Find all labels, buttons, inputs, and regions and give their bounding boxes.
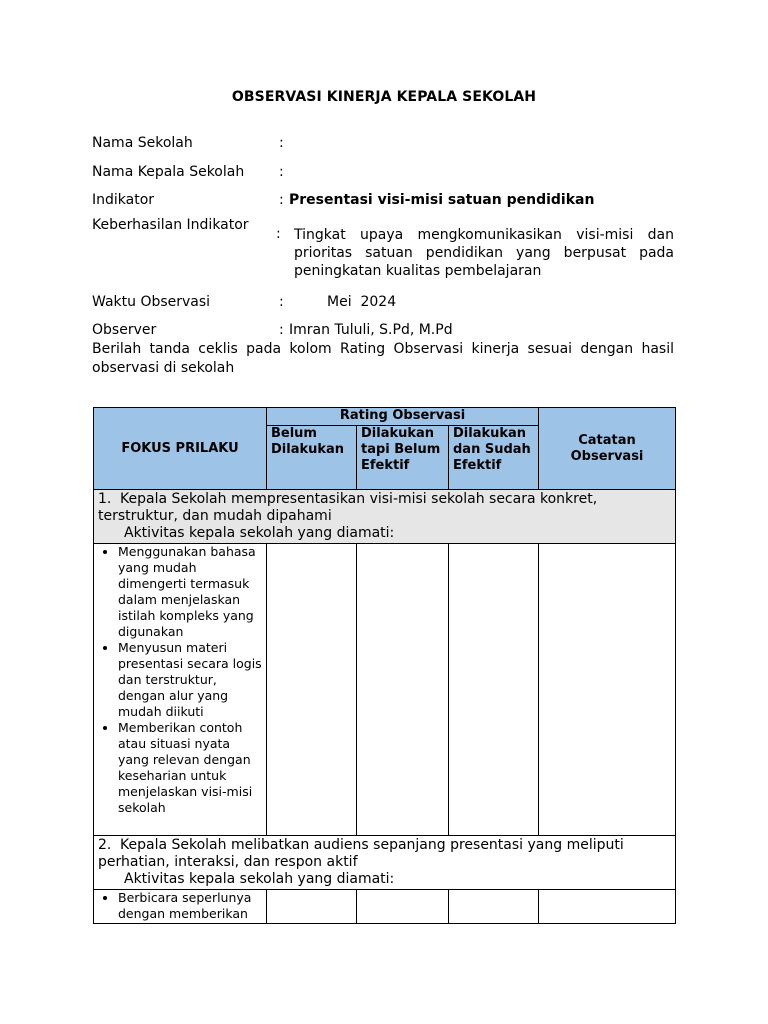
table-row: [94, 890, 676, 924]
colon: :: [279, 294, 284, 310]
value-waktu: Mei 2024: [327, 294, 397, 310]
cell-catatan[interactable]: [539, 544, 676, 836]
label-keberhasilan: Keberhasilan Indikator: [92, 217, 249, 233]
value-indikator: Presentasi visi-misi satuan pendidikan: [289, 192, 595, 208]
label-waktu: Waktu Observasi: [92, 294, 211, 310]
section-number: 2.: [98, 837, 112, 853]
header-dilakukan-tapi: Dilakukan tapi Belum Efektif: [357, 426, 449, 490]
cell-dilakukan-tapi[interactable]: [357, 544, 449, 836]
section-subtitle: Aktivitas kepala sekolah yang diamati:: [124, 525, 395, 541]
header-dilakukan-sudah: Dilakukan dan Sudah Efektif: [449, 426, 539, 490]
section-text: Kepala Sekolah mempresentasikan visi-misi sekolah secara konkret, terstruktur, dan mudah dipahami: [98, 491, 598, 524]
table-row: [94, 544, 676, 836]
label-nama-kepala: Nama Kepala Sekolah: [92, 164, 245, 180]
label-indikator: Indikator: [92, 192, 155, 208]
cell-belum[interactable]: [267, 890, 357, 924]
cell-catatan[interactable]: [539, 890, 676, 924]
list-item: • Berbicara seperlunya dengan memberikan: [118, 890, 264, 922]
label-nama-sekolah: Nama Sekolah: [92, 135, 193, 151]
header-belum: Belum Dilakukan: [267, 426, 357, 490]
section-text: Kepala Sekolah melibatkan audiens sepanjang presentasi yang meliputi perhatian, interaksi, dan respon aktif: [98, 837, 624, 870]
header-rating: Rating Observasi: [267, 408, 539, 426]
observation-table: [93, 407, 676, 924]
section-subtitle: Aktivitas kepala sekolah yang diamati:: [124, 871, 395, 887]
list-item: • Menggunakan bahasa yang mudah dimengerti termasuk dalam menjelaskan istilah kompleks yang digunakan: [118, 544, 264, 640]
section-row: [94, 490, 676, 544]
colon: :: [279, 135, 284, 151]
header-catatan: Catatan Observasi: [539, 408, 676, 490]
activity-list: [94, 890, 264, 922]
value-keberhasilan: Tingkat upaya mengkomunikasikan visi-misi dan prioritas satuan pendidikan yang berpusat pada peningkatan kualitas pembelajaran: [294, 227, 674, 279]
section-row: [94, 836, 676, 890]
page-title: OBSERVASI KINERJA KEPALA SEKOLAH: [231, 89, 537, 105]
colon: :: [279, 164, 284, 180]
section-number: 1.: [98, 491, 112, 507]
activity-list: [94, 544, 264, 816]
cell-dilakukan-sudah[interactable]: [449, 544, 539, 836]
cell-belum[interactable]: [267, 544, 357, 836]
cell-dilakukan-sudah[interactable]: [449, 890, 539, 924]
label-observer: Observer: [92, 322, 157, 338]
list-item: • Menyusun materi presentasi secara logis dan terstruktur, dengan alur yang mudah diikuti: [118, 640, 264, 720]
header-fokus: FOKUS PRILAKU: [94, 408, 267, 490]
colon: :: [276, 226, 281, 242]
instruction-text: Berilah tanda ceklis pada kolom Rating Observasi kinerja sesuai dengan hasil observasi di sekolah: [92, 341, 674, 376]
list-item: • Memberikan contoh atau situasi nyata yang relevan dengan keseharian untuk menjelaskan visi-misi sekolah: [118, 720, 264, 816]
cell-dilakukan-tapi[interactable]: [357, 890, 449, 924]
colon: :: [279, 322, 284, 338]
colon: :: [279, 192, 284, 208]
value-observer: Imran Tululi, S.Pd, M.Pd: [289, 322, 453, 338]
